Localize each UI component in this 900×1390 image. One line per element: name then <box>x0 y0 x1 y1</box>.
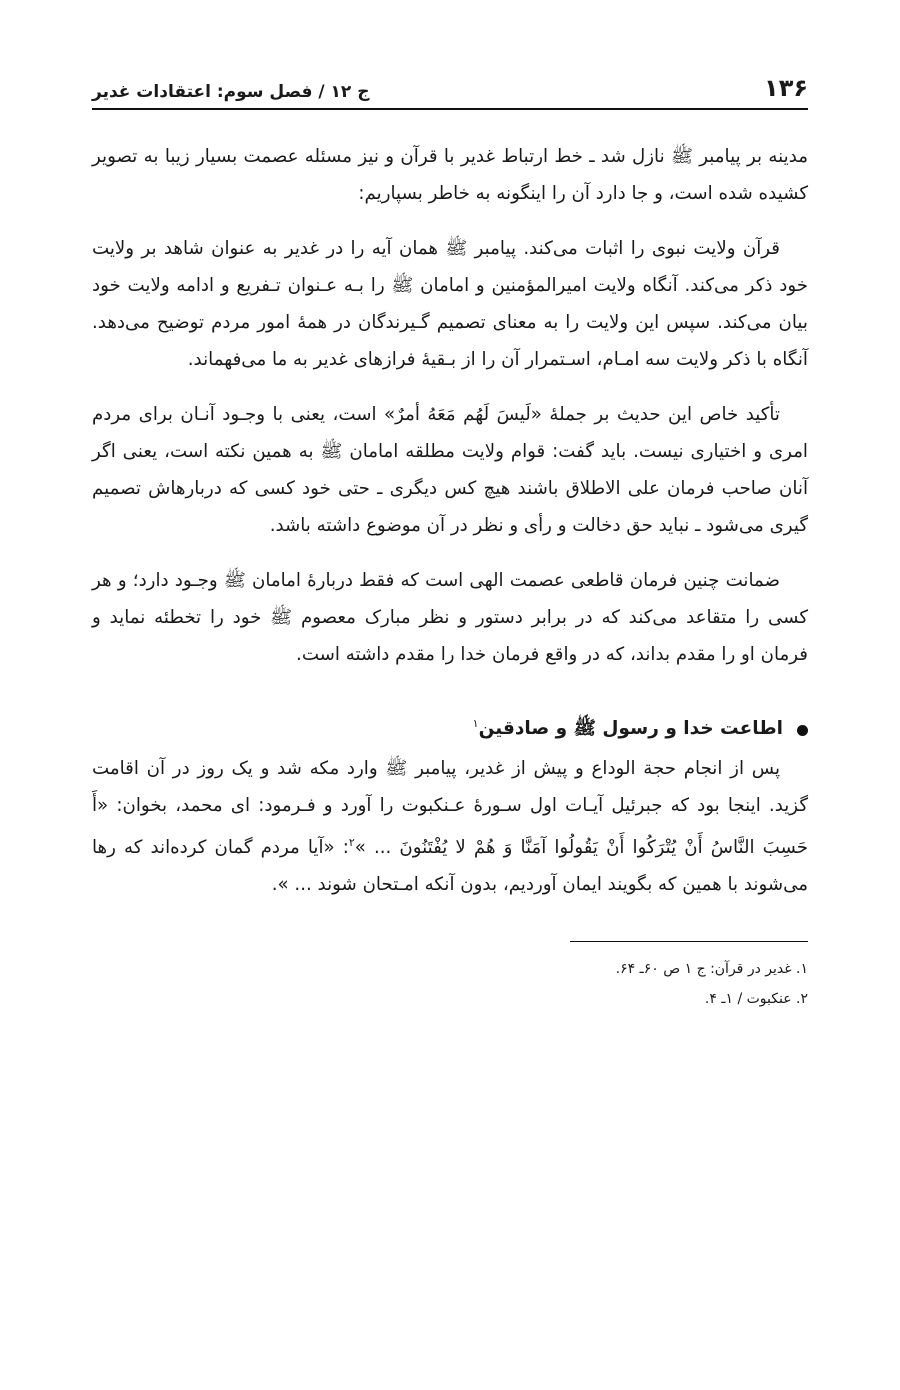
footnote-2: ۲. عنکبوت / ۱ـ ۴. <box>704 991 808 1008</box>
paragraph-1: مدینه بر پیامبر ﷺ نازل شد ـ خط ارتباط غدیر با قرآن و نیز مسئله عصمت بسیار زیبا به تصویر کشیده شده است، و جا دارد آن را اینگونه به خاطر بسپاریم: <box>92 146 808 204</box>
paragraph-footnote-ref: ۲ <box>348 836 355 850</box>
section-heading <box>92 717 808 744</box>
section-paragraph <box>92 750 808 903</box>
footnote-1: ۱. غدیر در قرآن: ج ۱ ص ۶۰ـ ۶۴. <box>615 961 808 978</box>
paragraph-3: تأکید خاص این حدیث بر جملهٔ «لَیسَ لَهُم مَعَهُ أمرٌ» است، یعنی با وجـود آنـان برای مردم امری و اختیاری نیست. باید گفت: قوام ولایت مطلقه امامان ﷺ به همین نکته است، یعنی اگر آنان صاحب فرمان علی الاطلاق باشند هیچ کس دیگری ـ حتی خود کسی که دربارهاش تصمیم گیری می‌شود ـ نباید حق دخالت و رأی و نظر در آن موضوع داشته باشد. <box>92 404 808 536</box>
running-header <box>92 64 808 110</box>
footnote-separator <box>570 941 808 942</box>
paragraph-2: قرآن ولایت نبوی را اثبات می‌کند. پیامبر ﷺ همان آیه را در غدیر به عنوان شاهد بر ولایت خود ذکر می‌کند. آنگاه ولایت امیرالمؤمنین و امامان ﷺ را بـه عـنوان تـفریع و ادامه ولایت خود بیان می‌کند. سپس این ولایت را به معنای تصمیم گـیرندگان در همهٔ امور مردم توضیح می‌دهد. آنگاه با ذکر ولایت سه امـام، اسـتمرار آن را از بـقیهٔ فرازهای غدیر به ما می‌فهماند. <box>92 238 808 370</box>
section-paragraph-before-note: پس از انجام حجة الوداع و پیش از غدیر، پیامبر ﷺ وارد مکه شد و یک روز در آن اقامت گزید. اینجا بود که جبرئیل آیـات اول سـورهٔ عـنکبوت را آورد و فـرمود: ای محمد، بخوان: «أَ حَسِبَ النَّاسُ أَنْ يُتْرَكُوا أَنْ يَقُولُوا آمَنَّا وَ هُمْ لا يُفْتَنُونَ ... » <box>92 758 808 859</box>
page-number: ۱۳۶ <box>764 74 808 102</box>
book-page <box>92 64 808 1014</box>
running-title: ج ۱۲ / فصل سوم: اعتقادات غدیر <box>92 82 370 102</box>
body-text <box>92 138 808 903</box>
heading-footnote-ref: ۱ <box>472 717 479 730</box>
section-heading-text <box>473 717 783 744</box>
section-heading-label: اطاعت خدا و رسول ﷺ و صادقین <box>478 718 783 740</box>
paragraph-4: ضمانت چنین فرمان قاطعی عصمت الهی است که فقط دربارهٔ امامان ﷺ وجـود دارد؛ و هر کسی را متقاعد می‌کند که در برابر دستور و نظر مبارک معصوم ﷺ خود را تخطئه نماید و فرمان او را مقدم بداند، که در واقع فرمان خدا را مقدم داشته است. <box>92 570 808 665</box>
bullet-icon <box>797 725 808 736</box>
section-paragraph-after-note: : «آیا مردم گمان کرده‌اند که رها می‌شوند با همین که بگویند ایمان آوردیم، بدون آنکه امـتحان شوند ... ». <box>92 837 808 896</box>
